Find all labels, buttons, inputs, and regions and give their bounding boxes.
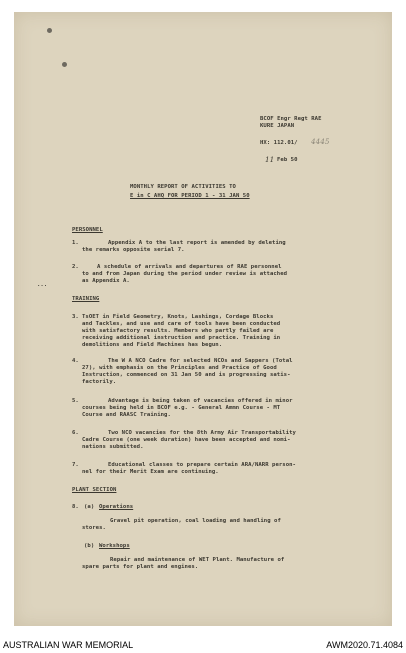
paragraph-line: Two NCO vacancies for the 8th Army Air Transportability: [108, 430, 296, 436]
paragraph-line: factorily.: [82, 379, 117, 385]
report-title-line1: MONTHLY REPORT OF ACTIVITIES TO: [130, 184, 236, 190]
paragraph-line: spare parts for plant and engines.: [82, 564, 199, 570]
caption-bar: [0, 637, 406, 653]
collection-name: AUSTRALIAN WAR MEMORIAL: [3, 640, 134, 650]
subitem-title-operations: Operations: [99, 504, 134, 510]
reference-label: HX: 112.01/: [260, 140, 298, 146]
item-number: 8.: [72, 504, 79, 510]
paragraph-line: Educational classes to prepare certain ARA/NARR person-: [108, 462, 296, 468]
unit-line: BCOF Engr Regt RAE: [260, 116, 322, 122]
paragraph-line: Appendix A to the last report is amended by deleting: [108, 240, 286, 246]
paragraph-line: as Appendix A.: [82, 278, 130, 284]
paragraph-line: with satisfactory results. Members who partly failed are: [82, 328, 274, 334]
punch-hole-top: [47, 28, 52, 33]
item-number: 4.: [72, 358, 79, 364]
section-personnel: PERSONNEL: [72, 227, 103, 233]
paragraph-line: TsOET in Field Geometry, Knots, Lashings, Cordage Blocks: [82, 314, 274, 320]
margin-mark: ...: [37, 282, 48, 288]
paragraph-line: Advantage is being taken of vacancies offered in minor: [108, 398, 293, 404]
paragraph-line: The W A NCO Cadre for selected NCOs and Sappers (Total: [108, 358, 293, 364]
paragraph-line: Cadre Course (one week duration) have been accepted and nomi-: [82, 437, 291, 443]
paragraph-line: and Tackles, and use and care of tools have been conducted: [82, 321, 281, 327]
paragraph-line: courses being held in BCOF e.g. - General Ammn Course - MT: [82, 405, 281, 411]
date-day: 11: [265, 155, 275, 164]
report-title-line2: E in C AHQ FOR PERIOD 1 - 31 JAN 50: [130, 193, 250, 199]
accession-number: AWM2020.71.4084: [326, 640, 403, 650]
paragraph-line: 27), with emphasis on the Principles and Practice of Good: [82, 365, 277, 371]
paragraph-line: nel for their Merit Exam are continuing.: [82, 469, 219, 475]
paragraph-line: Course and RAASC Training.: [82, 412, 171, 418]
section-plant: PLANT SECTION: [72, 487, 117, 493]
item-number: 5.: [72, 398, 79, 404]
paragraph-line: Instruction, commenced on 31 Jan 50 and is progressing satis-: [82, 372, 291, 378]
paragraph-line: stores.: [82, 525, 106, 531]
date-text: Feb 50: [277, 157, 298, 163]
item-number: 6.: [72, 430, 79, 436]
paragraph-line: nations submitted.: [82, 444, 144, 450]
paragraph-line: Repair and maintenance of WET Plant. Manufacture of: [110, 557, 285, 563]
section-training: TRAINING: [72, 296, 100, 302]
subitem-letter: (a): [84, 504, 95, 510]
paragraph-line: A schedule of arrivals and departures of RAE personnel: [97, 264, 282, 270]
item-number: 2.: [72, 264, 79, 270]
item-number: 1.: [72, 240, 79, 246]
paragraph-line: to and from Japan during the period under review is attached: [82, 271, 288, 277]
reference-number: 4445: [311, 137, 330, 146]
punch-hole-lower: [62, 62, 67, 67]
paragraph-line: receiving additional instruction and practice. Training in: [82, 335, 281, 341]
paragraph-line: the remarks opposite serial 7.: [82, 247, 185, 253]
paragraph-line: Gravel pit operation, coal loading and handling of: [110, 518, 281, 524]
subitem-title-workshops: Workshops: [99, 543, 130, 549]
subitem-letter: (b): [84, 543, 95, 549]
paragraph-line: demolitions and Field Machines has begun.: [82, 342, 223, 348]
location-line: KURE JAPAN: [260, 123, 295, 129]
item-number: 3.: [72, 314, 79, 320]
item-number: 7.: [72, 462, 79, 468]
